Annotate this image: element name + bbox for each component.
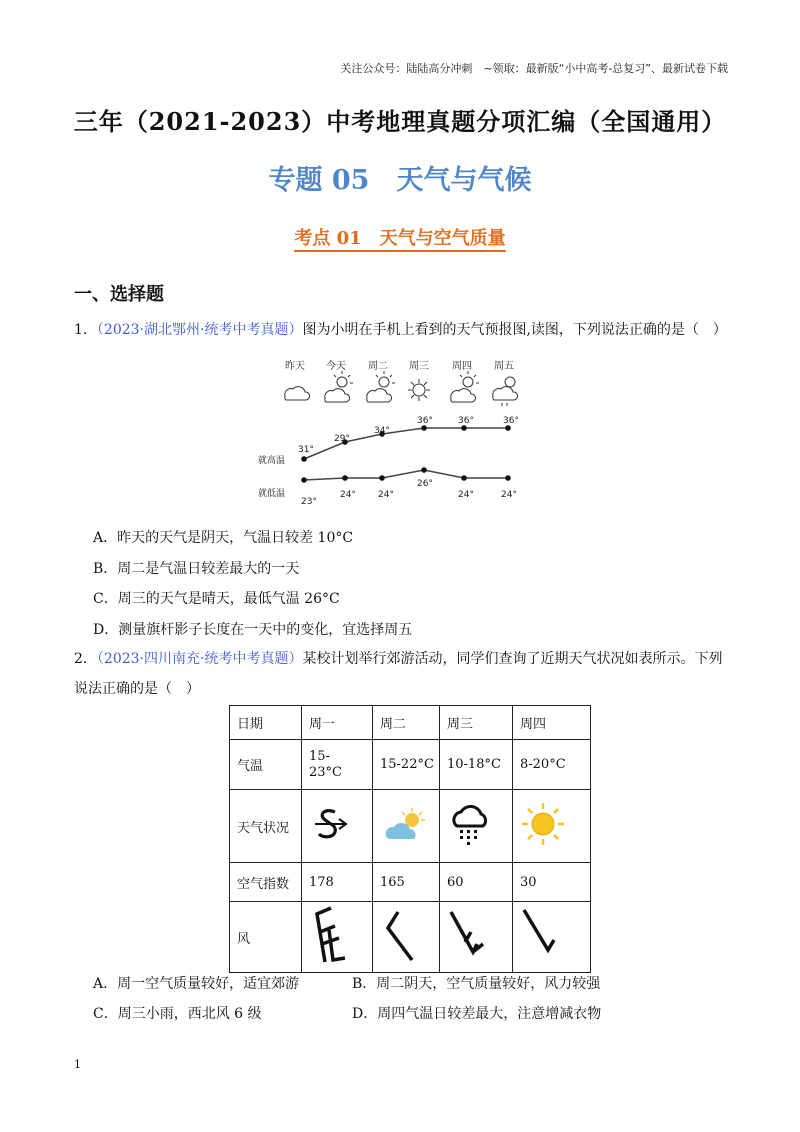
low-temp-label: 24° xyxy=(340,490,356,500)
cloudy-sun-icon xyxy=(380,804,428,844)
table-header-cell: 周一 xyxy=(302,706,373,740)
question-2-option-c: C．周三小雨，西北风 6 级 xyxy=(93,1006,262,1022)
table-header-cell: 周三 xyxy=(440,706,513,740)
sandstorm-icon xyxy=(309,804,353,844)
sunny-icon xyxy=(520,801,566,847)
point-title-text: 考点 01 天气与空气质量 xyxy=(294,228,505,252)
question-1-option-b: B．周二是气温日较差最大的一天 xyxy=(93,561,300,577)
low-temp-label: 26° xyxy=(417,479,433,489)
table-row xyxy=(230,706,591,740)
header-note: 关注公众号：陆陆高分冲刺 ~领取：最新版“小中高考-总复习”、最新试卷下载 xyxy=(340,62,728,75)
table-cell: 15- 23°C xyxy=(302,740,373,790)
low-temp-label: 24° xyxy=(378,490,394,500)
table-cell: 165 xyxy=(373,863,440,902)
table-row-label: 气温 xyxy=(230,740,302,790)
table-cell xyxy=(513,790,591,863)
table-cell xyxy=(513,902,591,973)
table-row xyxy=(230,902,591,973)
low-temp-label: 23° xyxy=(301,497,317,507)
question-1-option-d: D．测量旗杆影子长度在一天中的变化，宜选择周五 xyxy=(93,622,413,638)
wind-barb-icon xyxy=(380,904,430,966)
table-row xyxy=(230,790,591,863)
high-temp-label: 36° xyxy=(458,416,474,426)
table-cell: 8-20°C xyxy=(513,740,591,790)
light-rain-icon xyxy=(447,800,491,848)
low-temp-point xyxy=(301,477,307,483)
wind-barb-icon xyxy=(520,904,570,966)
question-1-text: 图为小明在手机上看到的天气预报图,读图，下列说法正确的是（ ） xyxy=(302,322,727,338)
day-label: 今天 xyxy=(326,361,346,372)
page-title: 三年（2021-2023）中考地理真题分项汇编（全国通用） xyxy=(73,107,727,136)
table-cell: 10-18°C xyxy=(440,740,513,790)
table-cell: 15-22°C xyxy=(373,740,440,790)
question-2-source: （2023·四川南充·统考中考真题） xyxy=(96,651,303,667)
high-temp-label: 36° xyxy=(503,416,519,426)
table-row-label: 空气指数 xyxy=(230,863,302,902)
low-temp-point xyxy=(379,475,385,481)
day-label: 周二 xyxy=(368,361,388,372)
question-2-stem xyxy=(74,649,722,669)
question-2-option-d: D．周四气温日较差最大，注意增减衣物 xyxy=(352,1006,602,1022)
table-header-cell: 周四 xyxy=(513,706,591,740)
low-temp-point xyxy=(461,475,467,481)
high-temp-series-label: 就高温 xyxy=(258,456,286,466)
table-row-label: 天气状况 xyxy=(230,790,302,863)
table-cell xyxy=(440,902,513,973)
low-temp-point xyxy=(505,475,511,481)
table-cell xyxy=(373,790,440,863)
high-temp-point xyxy=(301,456,307,462)
low-temp-point xyxy=(421,467,427,473)
low-temp-label: 24° xyxy=(458,490,474,500)
sunny-icon xyxy=(408,379,430,401)
day-label: 昨天 xyxy=(285,361,305,372)
table-row xyxy=(230,863,591,902)
section-title: 一、选择题 xyxy=(74,284,164,305)
question-2-option-b: B．周二阴天，空气质量较好，风力较强 xyxy=(352,976,601,992)
point-title xyxy=(0,224,800,250)
low-temp-line xyxy=(304,470,508,480)
cloudy-sun-icon xyxy=(325,371,353,402)
high-temp-label: 34° xyxy=(374,426,390,436)
page-number: 1 xyxy=(74,1058,81,1071)
day-label: 周三 xyxy=(409,361,429,372)
table-cell xyxy=(373,902,440,973)
table-cell xyxy=(302,902,373,973)
table-cell: 60 xyxy=(440,863,513,902)
low-temp-point xyxy=(342,475,348,481)
table-cell xyxy=(302,790,373,863)
question-2-text: 某校计划举行郊游活动，同学们查询了近期天气状况如表所示。下列 xyxy=(302,651,723,667)
table-header-cell: 日期 xyxy=(230,706,302,740)
high-temp-point xyxy=(505,425,511,431)
low-temp-label: 24° xyxy=(501,490,517,500)
day-label: 周四 xyxy=(452,361,472,372)
question-1-number: 1． xyxy=(74,322,97,338)
topic-title: 专题 05 天气与气候 xyxy=(268,165,532,196)
high-temp-point xyxy=(461,425,467,431)
table-cell xyxy=(440,790,513,863)
question-1-option-a: A．昨天的天气是阴天，气温日较差 10°C xyxy=(93,530,354,546)
high-temp-label: 31° xyxy=(298,445,314,455)
cloudy-sun-icon xyxy=(451,371,479,402)
wind-barb-icon xyxy=(309,904,359,966)
question-1-source: （2023·湖北鄂州·统考中考真题） xyxy=(96,322,303,338)
question-2-stem-line2: 说法正确的是（ ） xyxy=(74,681,200,697)
cloudy-icon xyxy=(285,387,310,400)
table-row xyxy=(230,740,591,790)
weather-forecast-chart xyxy=(250,352,550,512)
table-cell: 178 xyxy=(302,863,373,902)
wind-barb-icon xyxy=(447,904,497,966)
high-temp-label: 29° xyxy=(334,434,350,444)
table-row-label: 风 xyxy=(230,902,302,973)
question-2-option-a: A．周一空气质量较好，适宜郊游 xyxy=(93,976,300,992)
table-cell: 30 xyxy=(513,863,591,902)
high-temp-point xyxy=(421,425,427,431)
weather-table xyxy=(229,705,591,973)
table-header-cell: 周二 xyxy=(373,706,440,740)
cloudy-sun-icon xyxy=(367,371,395,402)
question-1-stem xyxy=(74,320,727,340)
low-temp-series-label: 就低温 xyxy=(258,489,286,499)
question-1-option-c: C．周三的天气是晴天，最低气温 26°C xyxy=(93,591,340,607)
day-label: 周五 xyxy=(494,361,514,372)
question-2-number: 2． xyxy=(74,651,97,667)
high-temp-label: 36° xyxy=(417,416,433,426)
rain-cloud-icon xyxy=(493,377,518,406)
